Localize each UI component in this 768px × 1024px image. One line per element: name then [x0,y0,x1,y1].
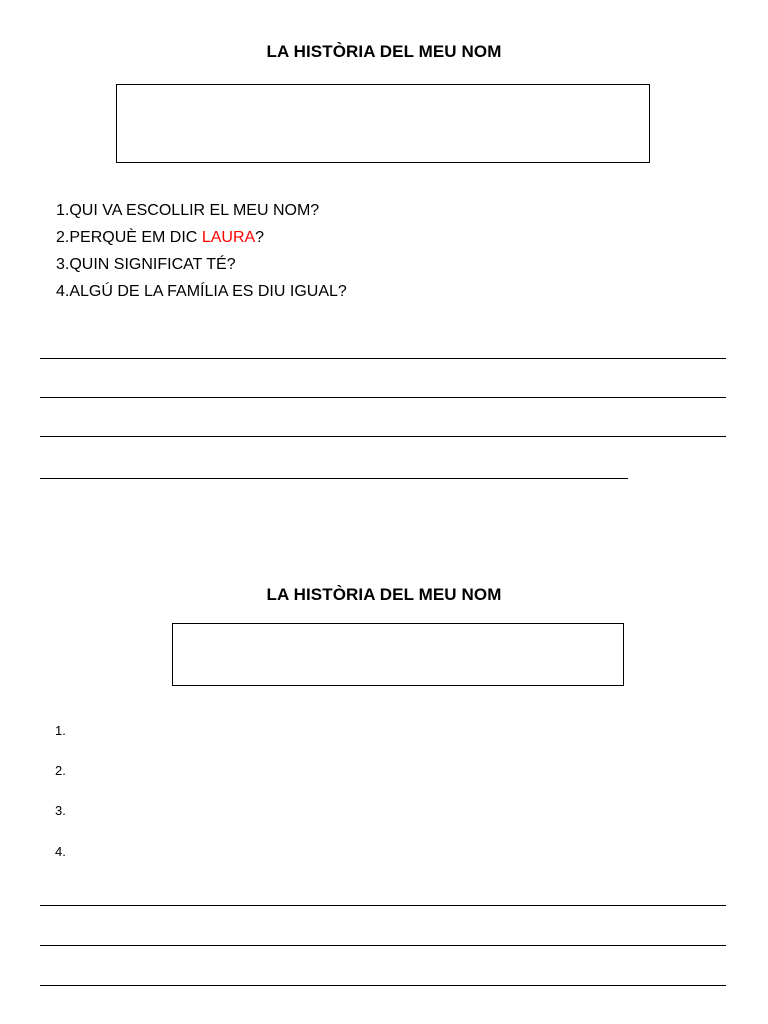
highlighted-name: LAURA [201,229,256,246]
answer-number-1: 1. [55,723,66,738]
question-2 [56,224,347,251]
question-text: QUIN SIGNIFICAT TÉ? [69,256,236,273]
question-number: 3. [56,256,70,273]
name-box-1[interactable] [116,84,650,163]
question-text: QUI VA ESCOLLIR EL MEU NOM? [69,202,320,219]
question-number: 2. [56,229,70,246]
question-1 [56,197,347,224]
answer-line[interactable] [40,985,726,986]
answer-line[interactable] [40,905,726,906]
question-text: ALGÚ DE LA FAMÍLIA ES DIU IGUAL? [69,283,347,300]
question-text-after: ? [255,229,265,246]
question-text-before: PERQUÈ EM DIC [69,229,202,246]
answer-number-4: 4. [55,844,66,859]
question-list-1 [56,197,347,305]
answer-line[interactable] [40,945,726,946]
question-number: 4. [56,283,70,300]
answer-line[interactable] [40,478,628,479]
answer-line[interactable] [40,436,726,437]
answer-number-2: 2. [55,763,66,778]
name-box-2[interactable] [172,623,624,686]
question-number: 1. [56,202,70,219]
question-4 [56,278,347,305]
worksheet-title-2: LA HISTÒRIA DEL MEU NOM [266,585,502,604]
answer-line[interactable] [40,397,726,398]
answer-number-3: 3. [55,803,66,818]
worksheet-title-1: LA HISTÒRIA DEL MEU NOM [266,42,502,61]
question-3 [56,251,347,278]
answer-line[interactable] [40,358,726,359]
